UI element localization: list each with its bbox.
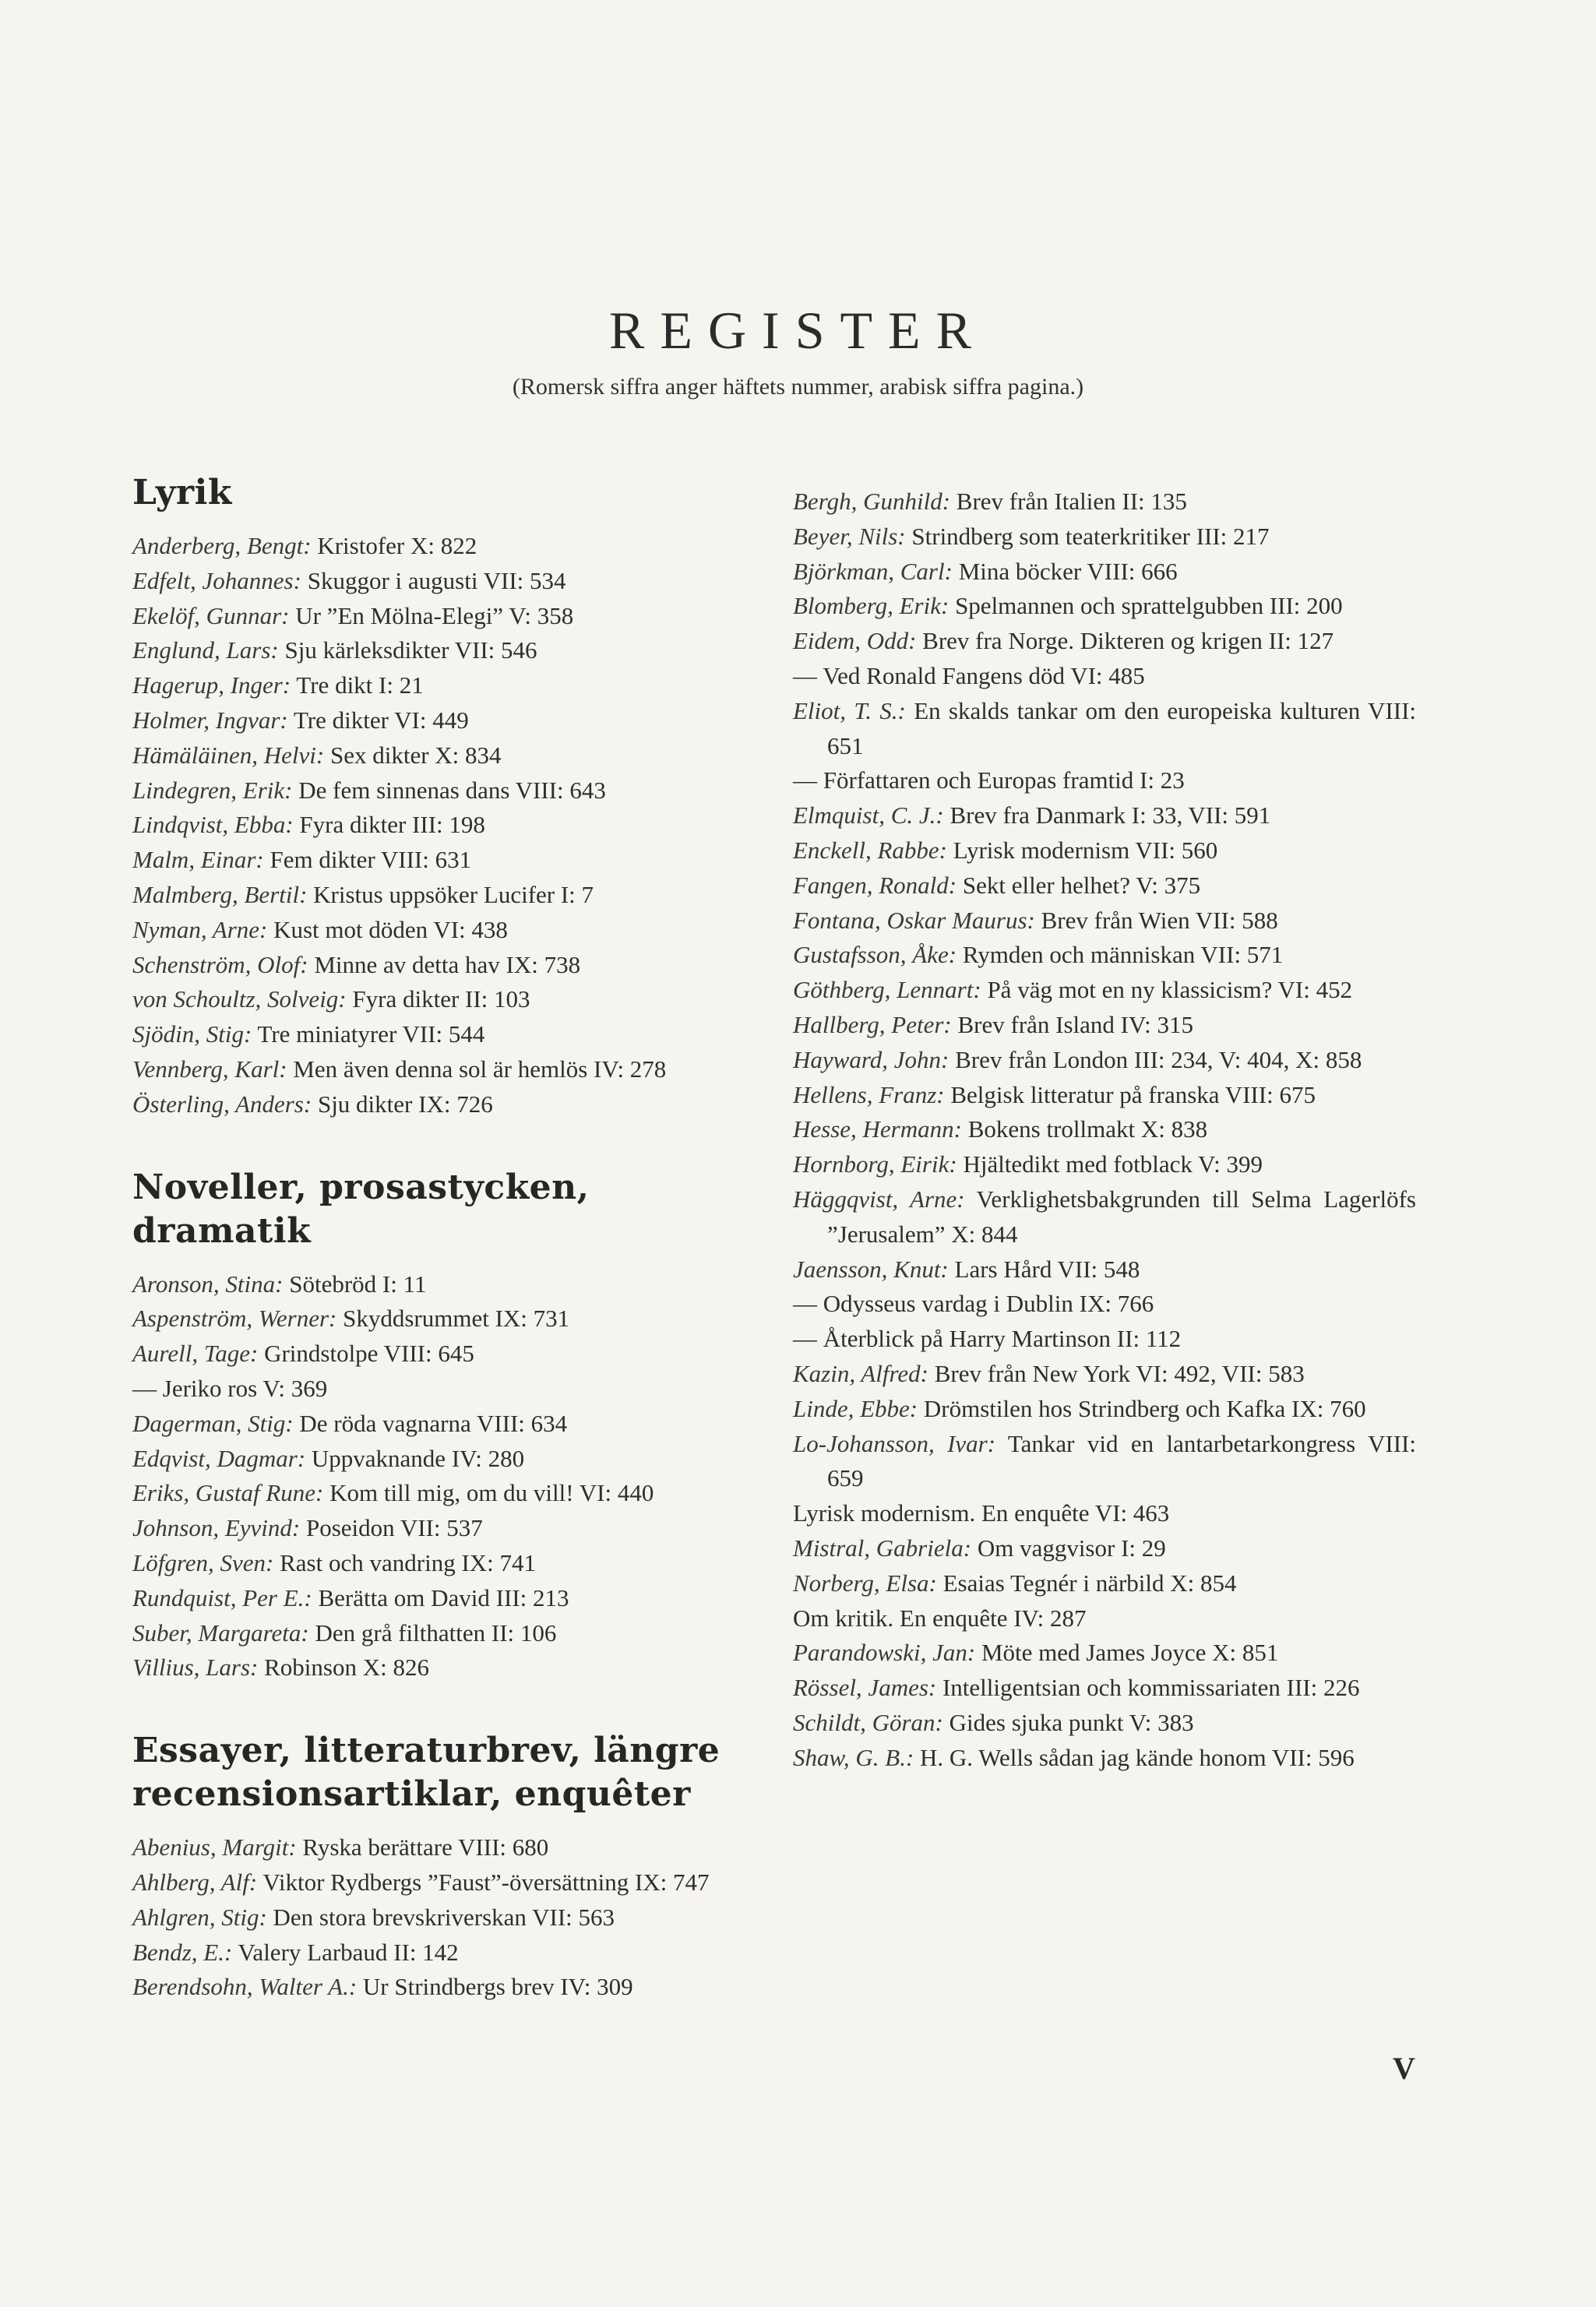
entry-author: Rössel, James: xyxy=(793,1674,937,1702)
index-entry xyxy=(793,1008,1416,1043)
entry-author: Englund, Lars: xyxy=(132,636,279,664)
entry-author: Rundquist, Per E.: xyxy=(132,1583,312,1611)
index-section xyxy=(132,1729,771,2005)
entry-work: Kristofer X: 822 xyxy=(317,532,477,559)
entry-author: Parandowski, Jan: xyxy=(793,1639,976,1667)
entry-work: Fyra dikter III: 198 xyxy=(299,811,485,839)
index-entry xyxy=(793,1182,1416,1252)
entry-work: Om kritik. En enquête IV: 287 xyxy=(793,1604,1087,1632)
index-entry xyxy=(132,948,771,983)
index-entry xyxy=(132,843,771,878)
index-entry xyxy=(793,833,1416,868)
entry-work: Spelmannen och sprattelgubben III: 200 xyxy=(955,592,1343,620)
entry-author: Bergh, Gunhild: xyxy=(793,488,951,515)
page-title: REGISTER xyxy=(609,301,987,360)
entry-author: Lo-Johansson, Ivar: xyxy=(793,1429,996,1457)
entry-author: Björkman, Carl: xyxy=(793,557,953,585)
entry-work: Sju dikter IX: 726 xyxy=(317,1090,493,1118)
entry-work: Minne av detta hav IX: 738 xyxy=(314,950,581,978)
entry-author: Hellens, Franz: xyxy=(793,1080,945,1108)
index-entry xyxy=(793,903,1416,939)
entry-work: Ur Strindbergs brev IV: 309 xyxy=(362,1973,633,2001)
index-entry xyxy=(793,1147,1416,1182)
entry-author: Ekelöf, Gunnar: xyxy=(132,601,290,629)
index-entry xyxy=(132,1337,771,1372)
index-entry xyxy=(793,868,1416,903)
entry-author: Holmer, Ingvar: xyxy=(132,706,288,734)
entry-work: Lyrisk modernism VII: 560 xyxy=(953,836,1218,864)
entry-work: De fem sinnenas dans VIII: 643 xyxy=(298,776,606,804)
index-entry xyxy=(132,1267,771,1302)
entry-author: Ahlberg, Alf: xyxy=(132,1868,258,1896)
index-entry xyxy=(132,1935,771,1971)
entry-work: Den grå filthatten II: 106 xyxy=(315,1618,557,1647)
index-entry xyxy=(132,1616,771,1651)
index-entry xyxy=(132,738,771,773)
entry-author: Jaensson, Knut: xyxy=(793,1255,949,1283)
entry-work: Sex dikter X: 834 xyxy=(329,741,502,769)
entry-work: Brev från London III: 234, V: 404, X: 858 xyxy=(955,1045,1362,1073)
entry-work: Tankar vid en lantarbetarkongress VIII: 659 xyxy=(827,1429,1416,1492)
entry-work: Intelligentsian och kommissariaten III: 226 xyxy=(942,1674,1360,1702)
index-entry xyxy=(793,1043,1416,1078)
index-entry xyxy=(793,1427,1416,1497)
entry-author: Sjödin, Stig: xyxy=(132,1020,252,1048)
entry-work: Den stora brevskriverskan VII: 563 xyxy=(273,1903,615,1931)
entry-author: Aronson, Stina: xyxy=(132,1270,284,1298)
index-entry xyxy=(132,1301,771,1337)
entry-work: Mina böcker VIII: 666 xyxy=(958,557,1178,585)
entry-author: Aspenström, Werner: xyxy=(132,1305,337,1333)
entry-work: Lars Hård VII: 548 xyxy=(954,1255,1140,1283)
index-entry xyxy=(793,555,1416,590)
index-entry xyxy=(132,1900,771,1935)
entry-author: Nyman, Arne: xyxy=(132,915,268,943)
index-entry xyxy=(793,1531,1416,1566)
index-entry xyxy=(793,1252,1416,1287)
index-entry xyxy=(132,668,771,703)
entry-work: Tre dikt I: 21 xyxy=(296,671,424,699)
index-entry xyxy=(132,1407,771,1442)
index-entry xyxy=(132,564,771,599)
entry-work: En skalds tankar om den europeiska kulturen VIII: 651 xyxy=(827,696,1417,759)
entry-author: Hallberg, Peter: xyxy=(793,1010,952,1038)
entry-author: Vennberg, Karl: xyxy=(132,1055,287,1083)
entry-work: Drömstilen hos Strindberg och Kafka IX: 760 xyxy=(923,1394,1366,1422)
entry-author: Bendz, E.: xyxy=(132,1938,233,1966)
entry-author: Hayward, John: xyxy=(793,1045,949,1073)
entry-work: Ur ”En Mölna-Elegi” V: 358 xyxy=(295,601,574,629)
entry-author: Edfelt, Johannes: xyxy=(132,566,301,594)
index-entry xyxy=(132,1546,771,1581)
entry-author: Fangen, Ronald: xyxy=(793,871,957,899)
entry-author: Löfgren, Sven: xyxy=(132,1548,274,1576)
index-entry xyxy=(793,1392,1416,1427)
entry-work: Brev från New York VI: 492, VII: 583 xyxy=(934,1359,1305,1387)
index-entry xyxy=(793,1741,1416,1776)
entry-work: — Författaren och Europas framtid I: 23 xyxy=(793,766,1185,794)
index-entry xyxy=(132,913,771,948)
entry-work: Sekt eller helhet? V: 375 xyxy=(962,871,1201,899)
index-entry xyxy=(132,1476,771,1511)
entry-author: Johnson, Eyvind: xyxy=(132,1514,301,1542)
index-entry xyxy=(793,1357,1416,1392)
index-entry xyxy=(793,1322,1416,1357)
entry-author: Suber, Margareta: xyxy=(132,1618,309,1647)
index-entry xyxy=(132,1830,771,1865)
entry-work: Rast och vandring IX: 741 xyxy=(280,1548,537,1576)
index-entry xyxy=(793,1671,1416,1706)
entry-work: Tre dikter VI: 449 xyxy=(293,706,469,734)
entry-work: Verklighetsbakgrunden till Selma Lagerlöfs ”Jerusalem” X: 844 xyxy=(827,1185,1416,1248)
index-entry xyxy=(793,624,1416,659)
entry-author: Blomberg, Erik: xyxy=(793,592,949,620)
index-entry xyxy=(132,1581,771,1616)
index-section xyxy=(132,471,771,1122)
entry-work: Fyra dikter II: 103 xyxy=(352,985,530,1013)
entry-work: Kristus uppsöker Lucifer I: 7 xyxy=(313,880,594,908)
entry-author: Hämäläinen, Helvi: xyxy=(132,741,325,769)
entry-work: — Jeriko ros V: 369 xyxy=(132,1374,328,1402)
entry-author: Schenström, Olof: xyxy=(132,950,308,978)
entry-author: Eidem, Odd: xyxy=(793,627,917,655)
index-entry xyxy=(132,1865,771,1900)
index-entry xyxy=(793,1706,1416,1741)
index-entry xyxy=(793,763,1416,798)
entry-author: Elmquist, C. J.: xyxy=(793,801,944,829)
entry-work: Robinson X: 826 xyxy=(264,1654,429,1682)
right-column xyxy=(793,484,1416,1775)
entry-work: Lyrisk modernism. En enquête VI: 463 xyxy=(793,1499,1170,1527)
entry-work: — Ved Ronald Fangens död VI: 485 xyxy=(793,661,1145,689)
entry-work: Brev från Island IV: 315 xyxy=(957,1010,1193,1038)
entry-author: Enckell, Rabbe: xyxy=(793,836,947,864)
entry-work: Brev från Italien II: 135 xyxy=(956,488,1187,515)
index-entry xyxy=(793,1287,1416,1322)
index-entry xyxy=(132,808,771,843)
entry-work: Sötebröd I: 11 xyxy=(289,1270,427,1298)
entry-work: Brev fra Norge. Dikteren og krigen II: 127 xyxy=(922,627,1334,655)
entry-author: Shaw, G. B.: xyxy=(793,1743,914,1771)
entry-work: Berätta om David III: 213 xyxy=(318,1583,569,1611)
index-entry xyxy=(132,1650,771,1685)
entry-work: Grindstolpe VIII: 645 xyxy=(264,1340,474,1368)
entry-work: Kom till mig, om du vill! VI: 440 xyxy=(329,1479,654,1507)
entry-author: Edqvist, Dagmar: xyxy=(132,1444,306,1472)
section-heading: Noveller, prosastycken, dramatik xyxy=(132,1167,590,1251)
index-entry xyxy=(132,529,771,564)
entry-author: von Schoultz, Solveig: xyxy=(132,985,347,1013)
entry-author: Abenius, Margit: xyxy=(132,1833,297,1861)
entry-author: Ahlgren, Stig: xyxy=(132,1903,267,1931)
index-entry xyxy=(132,982,771,1017)
entry-author: Norberg, Elsa: xyxy=(793,1569,937,1597)
entry-author: Göthberg, Lennart: xyxy=(793,976,981,1004)
entry-work: Kust mot döden VI: 438 xyxy=(273,915,508,943)
entry-author: Häggqvist, Arne: xyxy=(793,1185,965,1213)
entry-work: Skyddsrummet IX: 731 xyxy=(343,1305,570,1333)
entry-work: Om vaggvisor I: 29 xyxy=(977,1534,1166,1562)
entry-author: Österling, Anders: xyxy=(132,1090,312,1118)
entry-work: Poseidon VII: 537 xyxy=(305,1514,483,1542)
index-entry xyxy=(132,1372,771,1407)
index-entry xyxy=(132,1052,771,1087)
index-entry xyxy=(793,1566,1416,1601)
entry-work: Sju kärleksdikter VII: 546 xyxy=(284,636,537,664)
entry-work: Tre miniatyrer VII: 544 xyxy=(257,1020,485,1048)
entry-author: Beyer, Nils: xyxy=(793,522,906,550)
index-entry xyxy=(793,659,1416,694)
entry-author: Hagerup, Inger: xyxy=(132,671,291,699)
entry-work: Viktor Rydbergs ”Faust”-översättning IX: 747 xyxy=(262,1868,710,1896)
index-entry xyxy=(793,520,1416,555)
entry-work: På väg mot en ny klassicism? VI: 452 xyxy=(987,976,1353,1004)
entry-work: Men även denna sol är hemlös IV: 278 xyxy=(293,1055,667,1083)
entry-work: Belgisk litteratur på franska VIII: 675 xyxy=(950,1080,1316,1108)
entry-author: Eriks, Gustaf Rune: xyxy=(132,1479,324,1507)
entry-work: Hjältedikt med fotblack V: 399 xyxy=(963,1150,1263,1178)
page-number: V xyxy=(1393,2051,1415,2086)
entry-work: Brev från Wien VII: 588 xyxy=(1041,906,1278,934)
index-entry xyxy=(793,694,1416,764)
index-entry xyxy=(132,633,771,668)
index-entry xyxy=(793,938,1416,973)
index-entry xyxy=(793,1636,1416,1671)
entry-author: Gustafsson, Åke: xyxy=(793,941,957,969)
index-entry xyxy=(132,599,771,634)
entry-author: Fontana, Oskar Maurus: xyxy=(793,906,1035,934)
entry-work: Bokens trollmakt X: 838 xyxy=(967,1115,1208,1143)
entry-work: — Återblick på Harry Martinson II: 112 xyxy=(793,1325,1182,1353)
entry-work: — Odysseus vardag i Dublin IX: 766 xyxy=(793,1290,1154,1318)
entry-author: Kazin, Alfred: xyxy=(793,1359,928,1387)
index-entry xyxy=(132,1970,771,2005)
index-entry xyxy=(793,1112,1416,1147)
entry-author: Linde, Ebbe: xyxy=(793,1394,918,1422)
entry-work: Möte med James Joyce X: 851 xyxy=(981,1639,1279,1667)
index-section xyxy=(132,1166,771,1686)
entry-author: Malmberg, Bertil: xyxy=(132,880,308,908)
entry-author: Schildt, Göran: xyxy=(793,1708,943,1736)
entry-author: Lindqvist, Ebba: xyxy=(132,811,294,839)
section-heading: Essayer, litteraturbrev, längre recensionsartiklar, enquêter xyxy=(132,1731,720,1815)
index-entry xyxy=(793,1496,1416,1531)
entry-work: Gides sjuka punkt V: 383 xyxy=(949,1708,1194,1736)
entry-work: Rymden och människan VII: 571 xyxy=(962,941,1284,969)
entry-work: Brev fra Danmark I: 33, VII: 591 xyxy=(949,801,1271,829)
index-entry xyxy=(793,1601,1416,1636)
entry-author: Dagerman, Stig: xyxy=(132,1409,294,1437)
index-entry xyxy=(132,773,771,808)
index-entry xyxy=(132,1087,771,1122)
entry-author: Aurell, Tage: xyxy=(132,1340,259,1368)
entry-work: H. G. Wells sådan jag kände honom VII: 596 xyxy=(920,1743,1355,1771)
index-entry xyxy=(793,973,1416,1008)
entry-work: Fem dikter VIII: 631 xyxy=(270,846,472,874)
entry-work: Strindberg som teaterkritiker III: 217 xyxy=(911,522,1270,550)
left-column xyxy=(132,471,771,2048)
entry-work: Esaias Tegnér i närbild X: 854 xyxy=(942,1569,1237,1597)
index-entry xyxy=(132,1511,771,1546)
entry-work: Valery Larbaud II: 142 xyxy=(238,1938,459,1966)
entry-author: Mistral, Gabriela: xyxy=(793,1534,972,1562)
index-entry xyxy=(132,703,771,738)
entry-work: De röda vagnarna VIII: 634 xyxy=(299,1409,568,1437)
entry-author: Anderberg, Bengt: xyxy=(132,532,312,559)
entry-work: Ryska berättare VIII: 680 xyxy=(302,1833,549,1861)
section-heading: Lyrik xyxy=(132,473,232,512)
entry-author: Villius, Lars: xyxy=(132,1654,259,1682)
entry-author: Hesse, Hermann: xyxy=(793,1115,962,1143)
index-entry xyxy=(793,589,1416,624)
index-entry xyxy=(793,798,1416,833)
entry-work: Skuggor i augusti VII: 534 xyxy=(307,566,566,594)
entry-author: Eliot, T. S.: xyxy=(793,696,906,724)
entry-work: Uppvaknande IV: 280 xyxy=(311,1444,525,1472)
index-entry xyxy=(132,1017,771,1052)
index-entry xyxy=(132,1442,771,1477)
entry-author: Hornborg, Eirik: xyxy=(793,1150,957,1178)
index-entry xyxy=(793,484,1416,520)
entry-author: Berendsohn, Walter A.: xyxy=(132,1973,358,2001)
entry-author: Malm, Einar: xyxy=(132,846,264,874)
index-entry xyxy=(793,1078,1416,1113)
page-subtitle: (Romersk siffra anger häftets nummer, arabisk siffra pagina.) xyxy=(512,374,1084,400)
entry-author: Lindegren, Erik: xyxy=(132,776,293,804)
index-entry xyxy=(132,878,771,913)
